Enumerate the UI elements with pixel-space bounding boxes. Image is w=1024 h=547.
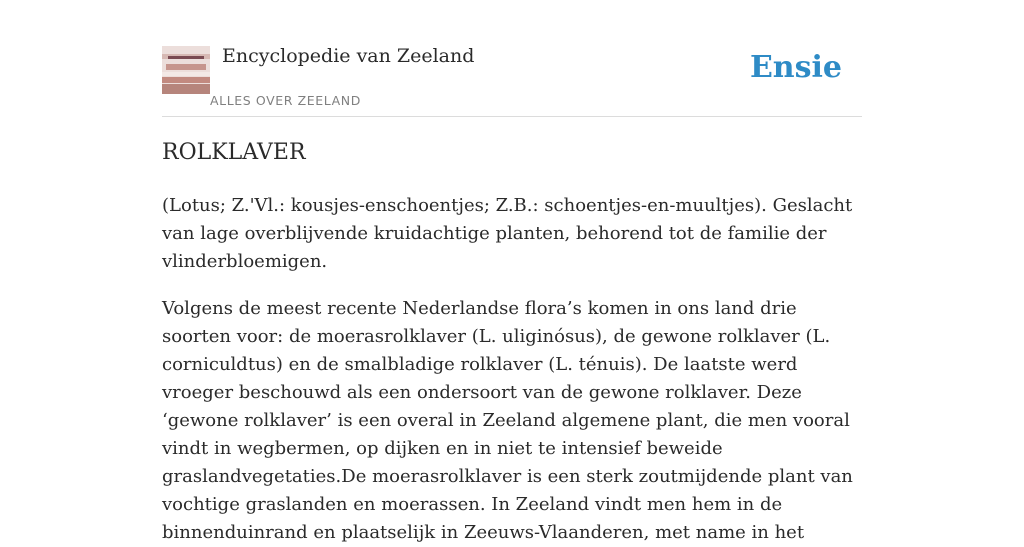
- site-subtitle: ALLES OVER ZEELAND: [210, 93, 361, 108]
- site-avatar[interactable]: [162, 46, 210, 94]
- ensie-brand-logo[interactable]: Ensie: [749, 50, 842, 85]
- encyclopedia-logo-icon: [162, 46, 210, 94]
- article-title: ROLKLAVER: [162, 140, 306, 165]
- article-paragraph-1: (Lotus; Z.'Vl.: kousjes-enschoentjes; Z.B.: schoentjes-en-muultjes). Geslacht van lage overblijvende kruidachtige planten, behorend tot de familie der vlinderbloemigen.: [162, 195, 853, 272]
- article-paragraph-2: Volgens de meest recente Nederlandse flora’s komen in ons land drie soorten voor: de moerasrolklaver (L. uliginósus), de gewone rolklaver (L. corniculdtus) en de smalbladige rolklaver (L. ténuis). De laatste werd vroeger beschouwd als een ondersoort van de gewone rolklaver. Deze ‘gewone rolklaver’ is een overal in Zeeland algemene plant, die men vooral vindt in wegbermen, op dijken en in niet te intensief beweide graslandvegetaties.De moerasrolklaver is een sterk zoutmijdende plant van vochtige graslanden en moerassen. In Zeeland vindt men hem in de binnenduinrand en plaatselijk in Zeeuws-Vlaanderen, met name in het: [162, 298, 853, 543]
- site-header: [162, 0, 862, 117]
- page-container: [162, 0, 862, 543]
- site-title-link[interactable]: Encyclopedie van Zeeland: [222, 45, 475, 67]
